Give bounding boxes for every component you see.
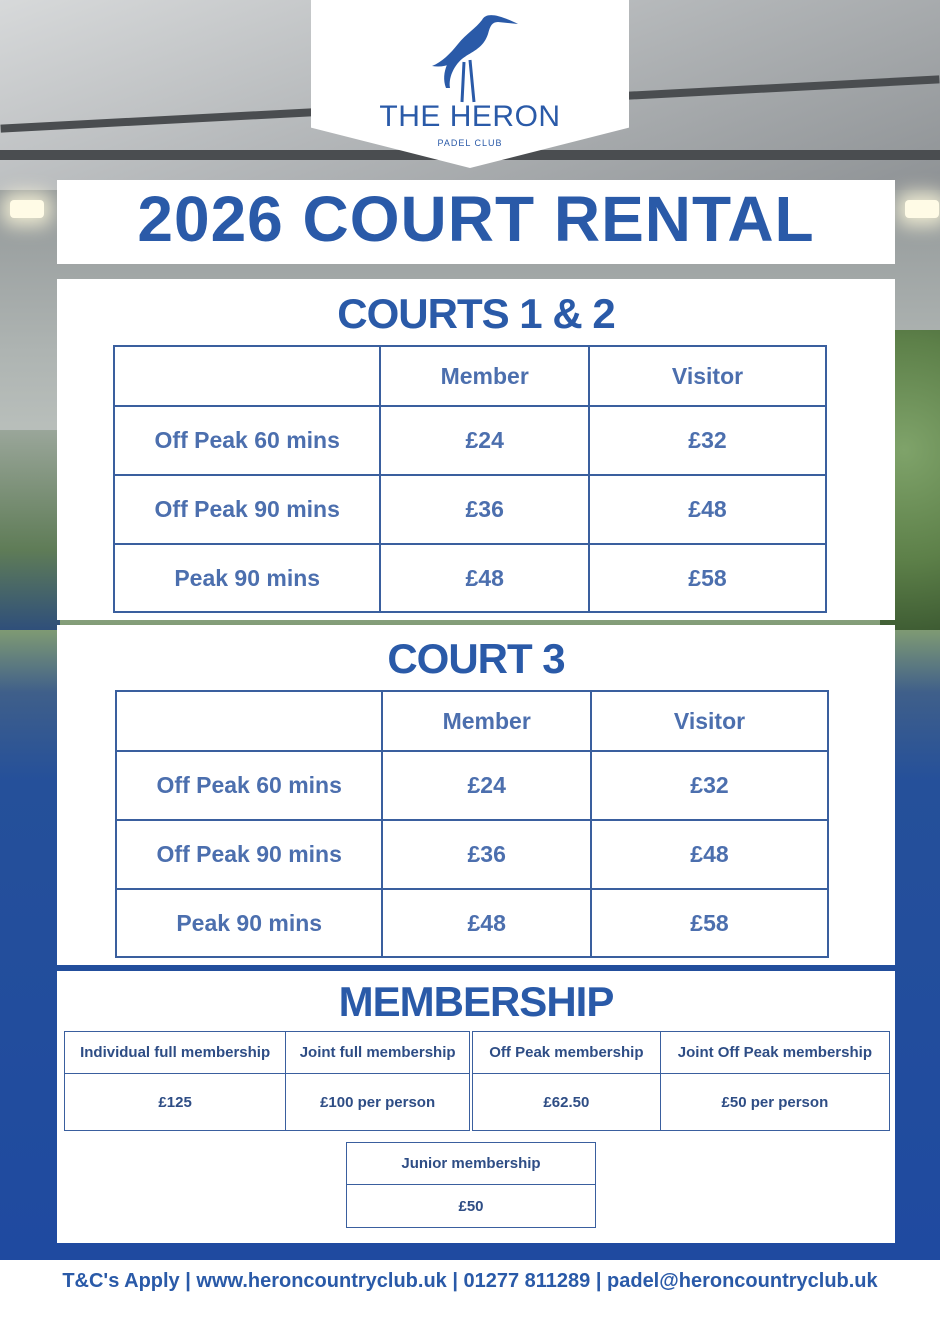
visitor-price: £32 xyxy=(589,406,826,475)
rate-label: Off Peak 90 mins xyxy=(116,820,382,889)
visitor-price: £58 xyxy=(591,889,828,957)
member-price: £48 xyxy=(380,544,589,612)
junior-membership-table xyxy=(346,1142,596,1228)
membership-price-row xyxy=(347,1185,596,1228)
brand-subtitle: PADEL CLUB xyxy=(437,138,503,148)
table-header-row xyxy=(116,691,828,751)
header-cell: Member xyxy=(380,346,589,406)
visitor-price: £32 xyxy=(591,751,828,820)
membership-price: £50 xyxy=(347,1185,596,1228)
heron-logo-icon xyxy=(420,6,520,104)
table-row xyxy=(116,889,828,957)
member-price: £36 xyxy=(382,820,591,889)
membership-price-row xyxy=(65,1074,470,1131)
visitor-price: £48 xyxy=(589,475,826,544)
header-cell xyxy=(114,346,380,406)
membership-type-row xyxy=(347,1143,596,1185)
trees xyxy=(0,430,60,630)
header-cell: Visitor xyxy=(591,691,828,751)
membership-type: Junior membership xyxy=(347,1143,596,1185)
visitor-price: £48 xyxy=(591,820,828,889)
membership-type: Off Peak membership xyxy=(473,1032,661,1074)
visitor-price: £58 xyxy=(589,544,826,612)
member-price: £36 xyxy=(380,475,589,544)
courts-1-2-table xyxy=(113,345,827,613)
membership-type-row xyxy=(473,1032,890,1074)
full-membership-table xyxy=(64,1031,470,1131)
floodlight xyxy=(10,200,44,218)
rate-label: Off Peak 60 mins xyxy=(116,751,382,820)
rate-label: Off Peak 90 mins xyxy=(114,475,380,544)
brand-name: THE HERON xyxy=(379,100,561,133)
rate-label: Peak 90 mins xyxy=(114,544,380,612)
membership-type: Individual full membership xyxy=(65,1032,286,1074)
membership-type: Joint Off Peak membership xyxy=(660,1032,889,1074)
membership-type-row xyxy=(65,1032,470,1074)
membership-price-row xyxy=(473,1074,890,1131)
court-3-table xyxy=(115,690,829,958)
membership-price: £100 per person xyxy=(286,1074,470,1131)
membership-price: £62.50 xyxy=(473,1074,661,1131)
member-price: £24 xyxy=(380,406,589,475)
membership-heading: MEMBERSHIP xyxy=(338,978,614,1025)
footer-contact: T&C's Apply | www.heroncountryclub.uk | 01277 811289 | padel@heroncountryclub.uk xyxy=(62,1270,878,1292)
membership-price: £125 xyxy=(65,1074,286,1131)
member-price: £48 xyxy=(382,889,591,957)
member-price: £24 xyxy=(382,751,591,820)
courts-1-2-heading: COURTS 1 & 2 xyxy=(337,290,615,337)
header-cell xyxy=(116,691,382,751)
membership-type: Joint full membership xyxy=(286,1032,470,1074)
rate-label: Peak 90 mins xyxy=(116,889,382,957)
rate-label: Off Peak 60 mins xyxy=(114,406,380,475)
table-row xyxy=(116,820,828,889)
table-row xyxy=(114,406,826,475)
page-title: 2026 COURT RENTAL xyxy=(137,183,815,255)
off-peak-membership-table xyxy=(472,1031,890,1131)
table-header-row xyxy=(114,346,826,406)
court-3-heading: COURT 3 xyxy=(387,635,565,682)
header-cell: Member xyxy=(382,691,591,751)
floodlight xyxy=(905,200,939,218)
table-row xyxy=(114,544,826,612)
membership-price: £50 per person xyxy=(660,1074,889,1131)
header-cell: Visitor xyxy=(589,346,826,406)
table-row xyxy=(114,475,826,544)
table-row xyxy=(116,751,828,820)
